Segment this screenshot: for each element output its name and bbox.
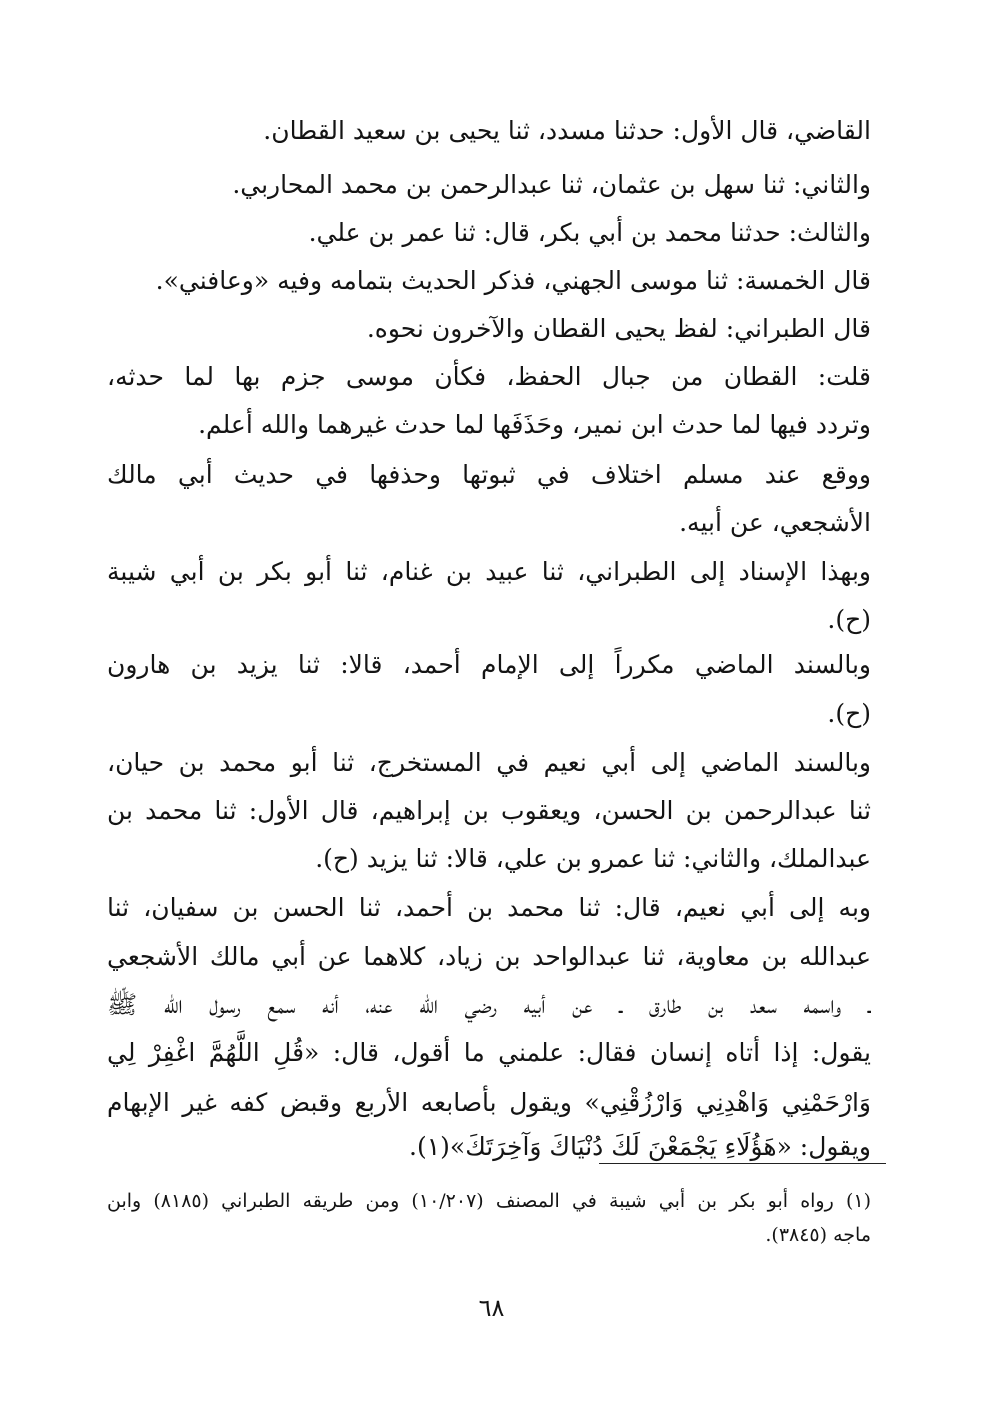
- text-line-2: والثاني: ثنا سهل بن عثمان، ثنا عبدالرحمن بن محمد المحاربي.: [232, 170, 871, 199]
- text-line-17: وبه إلى أبي نعيم، قال: ثنا محمد بن أحمد، ثنا الحسن بن سفيان، ثنا: [107, 893, 871, 922]
- text-line-3: والثالث: حدثنا محمد بن أبي بكر، قال: ثنا عمر بن علي.: [308, 218, 871, 247]
- text-line-22: ويقول: «هَؤُلَاءِ يَجْمَعْنَ لَكَ دُنْيَاكَ وَآخِرَتَكَ»(١).: [409, 1132, 871, 1161]
- footnote-line-1: (١) رواه أبو بكر بن أبي شيبة في المصنف (١٠/٢٠٧) ومن طريقه الطبراني (٨١٨٥) وابن: [107, 1190, 871, 1212]
- text-line-6: قلت: القطان من جبال الحفظ، فكأن موسى جزم بها لما حدثه،: [107, 362, 871, 391]
- text-line-19: ـ واسمه سعد بن طارق ـ عن أبيه رضي الله عنه، أنه سمع رسول الله ﷺ: [107, 990, 871, 1019]
- text-line-16: عبدالملك، والثاني: ثنا عمرو بن علي، قالا: ثنا يزيد (ح).: [315, 844, 871, 873]
- text-line-5: قال الطبراني: لفظ يحيى القطان والآخرون نحوه.: [366, 314, 871, 343]
- footnote-separator: [599, 1163, 886, 1164]
- text-line-13: (ح).: [827, 699, 871, 728]
- text-line-20: يقول: إذا أتاه إنسان فقال: علمني ما أقول، قال: «قُلِ اللَّهُمَّ اغْفِرْ لِي: [107, 1038, 871, 1067]
- text-line-9: الأشجعي، عن أبيه.: [679, 508, 871, 537]
- text-line-14: وبالسند الماضي إلى أبي نعيم في المستخرج، ثنا أبو محمد بن حيان،: [107, 748, 871, 777]
- text-line-15: ثنا عبدالرحمن بن الحسن، ويعقوب بن إبراهيم، قال الأول: ثنا محمد بن: [107, 796, 871, 825]
- text-line-12: وبالسند الماضي مكرراً إلى الإمام أحمد، قالا: ثنا يزيد بن هارون: [107, 650, 871, 679]
- footnote-line-2: ماجه (٣٨٤٥).: [765, 1224, 871, 1246]
- text-line-11: (ح).: [827, 605, 871, 634]
- text-line-1: القاضي، قال الأول: حدثنا مسدد، ثنا يحيى بن سعيد القطان.: [263, 116, 871, 145]
- text-line-8: ووقع عند مسلم اختلاف في ثبوتها وحذفها في حديث أبي مالك: [107, 460, 871, 489]
- text-line-7: وتردد فيها لما حدث ابن نمير، وحَذَفَها لما حدث غيرهما والله أعلم.: [198, 410, 871, 439]
- text-line-18: عبدالله بن معاوية، ثنا عبدالواحد بن زياد، كلاهما عن أبي مالك الأشجعي: [107, 942, 871, 971]
- page-number: ٦٨: [478, 1294, 505, 1322]
- text-line-10: وبهذا الإسناد إلى الطبراني، ثنا عبيد بن غنام، ثنا أبو بكر بن أبي شيبة: [107, 557, 871, 586]
- text-line-4: قال الخمسة: ثنا موسى الجهني، فذكر الحديث بتمامه وفيه «وعافني».: [155, 266, 871, 295]
- text-line-21: وَارْحَمْنِي وَاهْدِنِي وَارْزُقْنِي» ويقول بأصابعه الأربع وقبض كفه غير الإبهام: [107, 1088, 871, 1117]
